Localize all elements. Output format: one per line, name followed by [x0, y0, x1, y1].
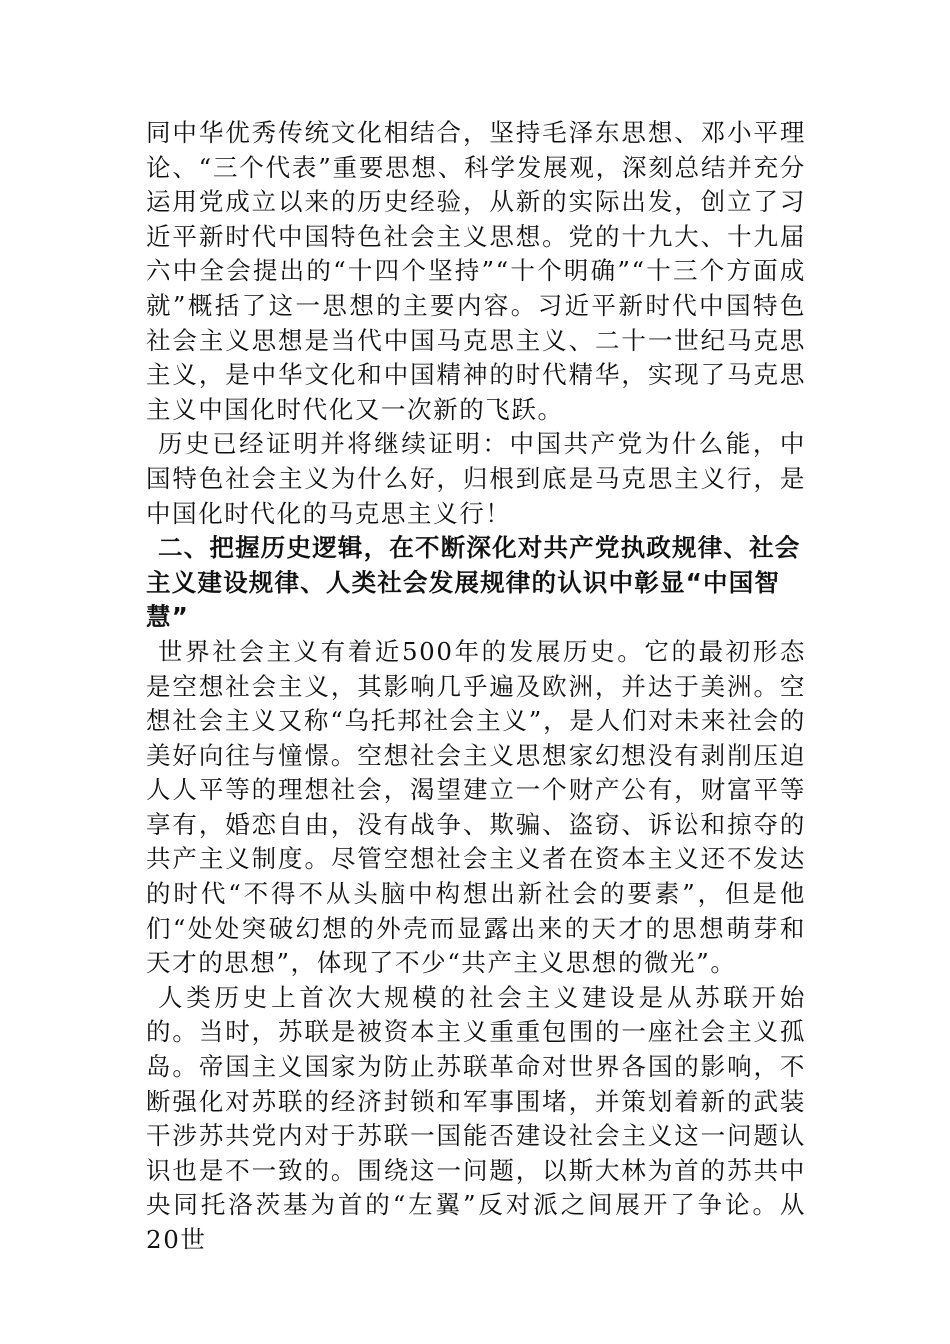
paragraph-continuation: 同中华优秀传统文化相结合，坚持毛泽东思想、邓小平理论、“三个代表”重要思想、科学发展观，深刻总结并充分运用党成立以来的历史经验，从新的实际出发，创立了习近平新时代中国特色社会主义思想。党的十九大、十九届六中全会提出的“十四个坚持”“十个明确”“十三个方面成就”概括了这一思想的主要内容。习近平新时代中国特色社会主义思想是当代中国马克思主义、二十一世纪马克思主义，是中华文化和中国精神的时代精华，实现了马克思主义中国化时代化又一次新的飞跃。	[146, 118, 806, 424]
paragraph-soviet-construction: 人类历史上首次大规模的社会主义建设是从苏联开始的。当时，苏联是被资本主义重重包围的一座社会主义孤岛。帝国主义国家为防止苏联革命对世界各国的影响，不断强化对苏联的经济封锁和军事围堵，并策划着新的武装干涉苏共党内对于苏联一国能否建设社会主义这一问题认识也是不一致的。围绕这一问题，以斯大林为首的苏共中央同托洛茨基为首的“左翼”反对派之间展开了争论。从20世	[146, 982, 806, 1254]
document-body	[146, 116, 806, 1258]
section-heading: 二、把握历史逻辑，在不断深化对共产党执政规律、社会主义建设规律、人类社会发展规律的认识中彰显“中国智慧”	[146, 533, 801, 632]
paragraph-utopian-socialism: 世界社会主义有着近500年的发展历史。它的最初形态是空想社会主义，其影响几乎遍及欧洲，并达于美洲。空想社会主义又称“乌托邦社会主义”，是人们对未来社会的美好向往与憧憬。空想社会主义思想家幻想没有剥削压迫人人平等的理想社会，渴望建立一个财产公有，财富平等享有，婚恋自由，没有战争、欺骗、盗窃、诉讼和掠夺的共产主义制度。尽管空想社会主义者在资本主义还不发达的时代“不得不从头脑中构想出新社会的要素”，但是他们“处处突破幻想的外壳而显露出来的天才的思想萌芽和天才的思想”，体现了不少“共产主义思想的微光”。	[146, 636, 806, 978]
paragraph-conclusion: 历史已经证明并将继续证明：中国共产党为什么能，中国特色社会主义为什么好，归根到底是马克思主义行，是中国化时代化的马克思主义行！	[146, 429, 806, 528]
